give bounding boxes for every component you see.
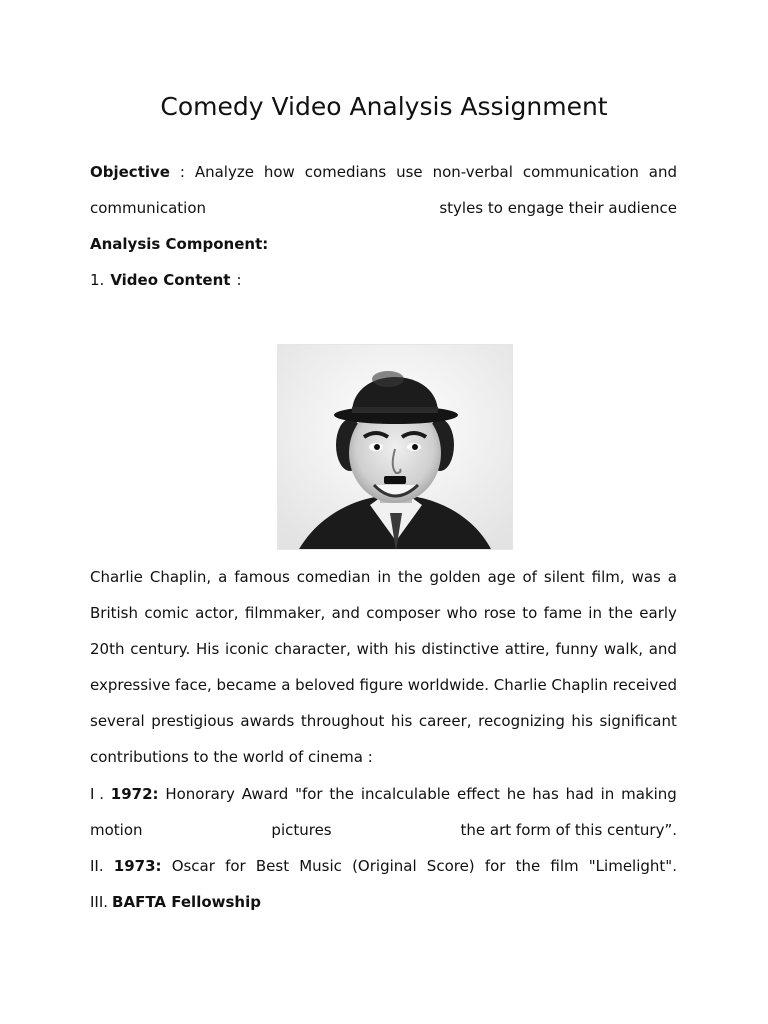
award-1-numeral: I .: [90, 785, 104, 803]
document-title: Comedy Video Analysis Assignment: [160, 92, 608, 121]
objective-line-2: communication styles to engage their audience: [90, 199, 677, 217]
portrait-illustration: [278, 345, 513, 550]
award-1-line-1: I . 1972: Honorary Award "for the incalculable effect he has had in making: [90, 785, 677, 803]
objective-line-1: Objective : Analyze how comedians use non-verbal communication and: [90, 163, 677, 181]
bio-line-3: 20th century. His iconic character, with his distinctive attire, funny walk, and: [90, 640, 677, 658]
bio-line-6: contributions to the world of cinema :: [90, 748, 373, 766]
award-3-numeral: III.: [90, 893, 109, 911]
analysis-heading: Analysis Component:: [90, 235, 269, 253]
bio-line-1: Charlie Chaplin, a famous comedian in the golden age of silent film, was a: [90, 568, 677, 586]
award-3-line: [90, 891, 677, 913]
objective-label: Objective: [90, 163, 170, 181]
award-3-title: BAFTA Fellowship: [112, 893, 261, 911]
award-2-numeral: II.: [90, 857, 104, 875]
award-1-line-2: motion pictures the art form of this century”.: [90, 821, 677, 839]
chaplin-photo: [277, 344, 513, 550]
award-2-year: 1973:: [113, 857, 162, 875]
bio-line-5: several prestigious awards throughout his career, recognizing his significant: [90, 712, 677, 730]
list-item-video-content: 1. Video Content :: [90, 271, 242, 289]
bio-line-2: British comic actor, filmmaker, and composer who rose to fame in the early: [90, 604, 677, 622]
bio-line-4: expressive face, became a beloved figure worldwide. Charlie Chaplin received: [90, 676, 677, 694]
award-2-line: II. 1973: Oscar for Best Music (Original Score) for the film "Limelight".: [90, 857, 677, 875]
award-1-year: 1972:: [110, 785, 159, 803]
